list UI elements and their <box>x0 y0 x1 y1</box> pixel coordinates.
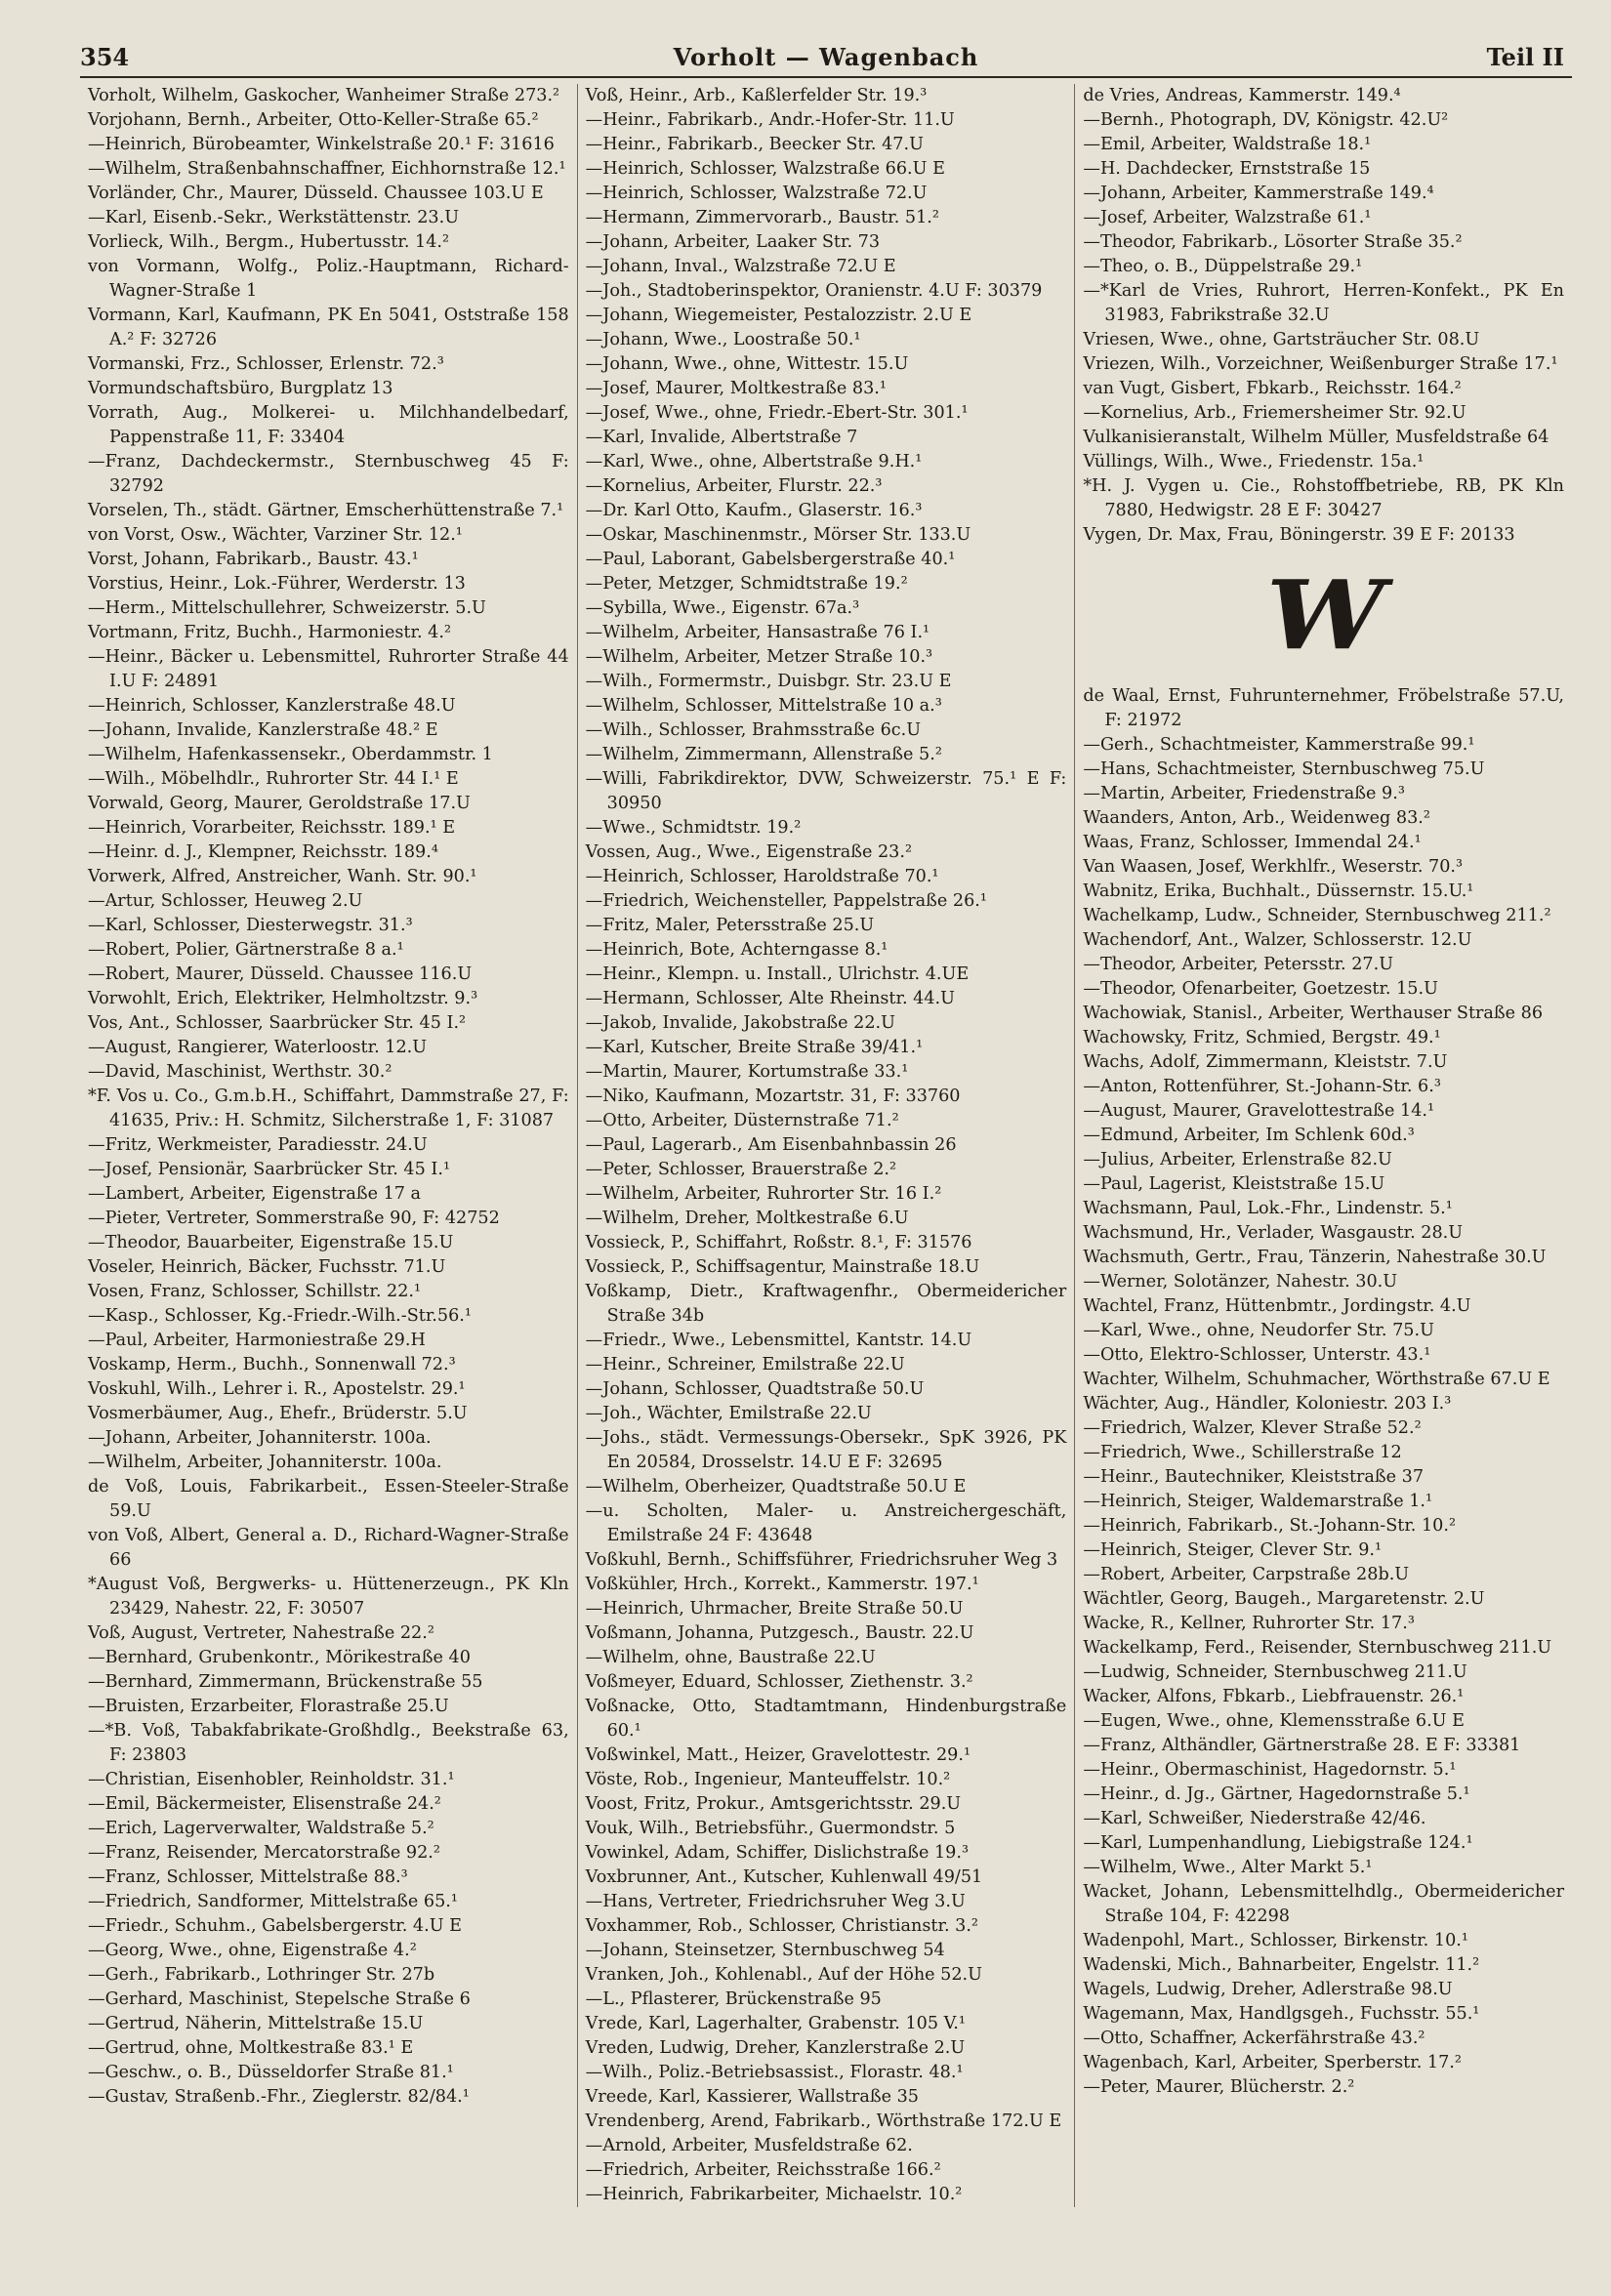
directory-entry: —Joh., Wächter, Emilstraße 22.U <box>585 1404 872 1423</box>
directory-entry: —Heinrich, Schlosser, Haroldstraße 70.¹ <box>585 867 939 886</box>
directory-column-3 <box>1074 84 1572 2207</box>
directory-entry: Vüllings, Wilh., Wwe., Friedenstr. 15a.¹ <box>1083 452 1425 472</box>
directory-entry: Voßmeyer, Eduard, Schlosser, Ziethenstr. 3.² <box>585 1672 973 1692</box>
directory-entry: —Wilh., Formermstr., Duisbgr. Str. 23.U E <box>585 672 952 691</box>
directory-entry: Voßwinkel, Matt., Heizer, Gravelottestr. 29.¹ <box>585 1745 971 1765</box>
directory-entry: —H. Dachdecker, Ernststraße 15 <box>1083 159 1371 179</box>
directory-entry: Voxhammer, Rob., Schlosser, Christianstr. 3.² <box>585 1916 978 1936</box>
directory-entry: —Emil, Arbeiter, Waldstraße 18.¹ <box>1083 135 1372 154</box>
directory-entry: —*B. Voß, Tabakfabrikate-Großhdlg., Beekstraße 63, F: 23803 <box>88 1721 569 1765</box>
directory-entry: von Vormann, Wolfg., Poliz.-Hauptmann, Richard-Wagner-Straße 1 <box>88 257 569 301</box>
directory-entry: —Wilhelm, Arbeiter, Metzer Straße 10.³ <box>585 647 933 667</box>
directory-entry: —Dr. Karl Otto, Kaufm., Glaserstr. 16.³ <box>585 501 923 520</box>
directory-entry: —Heinrich, Bürobeamter, Winkelstraße 20.¹ F: 31616 <box>88 135 555 154</box>
directory-entry: —Anton, Rottenführer, St.-Johann-Str. 6.³ <box>1083 1077 1441 1096</box>
directory-entry: —Peter, Maurer, Blücherstr. 2.² <box>1083 2077 1355 2097</box>
directory-entry: —u. Scholten, Maler- u. Anstreichergeschäft, Emilstraße 24 F: 43648 <box>585 1501 1067 1545</box>
directory-entry: Wadenski, Mich., Bahnarbeiter, Engelstr. 11.² <box>1083 1955 1480 1975</box>
directory-entry: —Johann, Wiegemeister, Pestalozzistr. 2.U E <box>585 306 972 325</box>
directory-entry: —Franz, Dachdeckermstr., Sternbuschweg 45 F: 32792 <box>88 452 569 496</box>
directory-entry: —Niko, Kaufmann, Mozartstr. 31, F: 33760 <box>585 1086 961 1106</box>
directory-entry: Vowinkel, Adam, Schiffer, Dislichstraße 19.³ <box>585 1843 970 1863</box>
directory-entry: Vorlieck, Wilh., Bergm., Hubertusstr. 14.² <box>88 232 450 252</box>
directory-entry: Vreede, Karl, Kassierer, Wallstraße 35 <box>585 2087 919 2107</box>
directory-entry: —Robert, Arbeiter, Carpstraße 28b.U <box>1083 1565 1410 1584</box>
directory-entry: —Johann, Arbeiter, Kammerstraße 149.⁴ <box>1083 184 1434 203</box>
directory-entry: de Vries, Andreas, Kammerstr. 149.⁴ <box>1083 86 1401 105</box>
directory-entry: Voßkamp, Dietr., Kraftwagenfhr., Obermeidericher Straße 34b <box>585 1282 1067 1326</box>
directory-entry: Voxbrunner, Ant., Kutscher, Kuhlenwall 49/51 <box>585 1867 983 1887</box>
directory-entry: —Jakob, Invalide, Jakobstraße 22.U <box>585 1013 895 1033</box>
directory-entry: —Emil, Bäckermeister, Elisenstraße 24.² <box>88 1794 441 1814</box>
directory-entry: —David, Maschinist, Werthstr. 30.² <box>88 1062 392 1082</box>
directory-entry: Vrede, Karl, Lagerhalter, Grabenstr. 105 V.¹ <box>585 2014 966 2033</box>
directory-entry: Voßmann, Johanna, Putzgesch., Baustr. 22.U <box>585 1623 974 1643</box>
directory-entry: Wachs, Adolf, Zimmermann, Kleiststr. 7.U <box>1083 1052 1448 1072</box>
directory-entry: Vormann, Karl, Kaufmann, PK En 5041, Oststraße 158 A.² F: 32726 <box>88 306 569 349</box>
directory-entry: —Otto, Schaffner, Ackerfährstraße 43.² <box>1083 2029 1425 2048</box>
directory-entry: Wachsmund, Hr., Verlader, Wasgaustr. 28.U <box>1083 1223 1464 1243</box>
directory-entry: —Fritz, Werkmeister, Paradiesstr. 24.U <box>88 1135 428 1155</box>
directory-entry: —Karl, Wwe., ohne, Neudorfer Str. 75.U <box>1083 1321 1434 1340</box>
directory-entry: —Peter, Metzger, Schmidtstraße 19.² <box>585 574 908 594</box>
directory-entry: —Friedr., Schuhm., Gabelsbergerstr. 4.U E <box>88 1916 462 1936</box>
directory-entry: Waas, Franz, Schlosser, Immendal 24.¹ <box>1083 833 1422 852</box>
directory-entry: Vortmann, Fritz, Buchh., Harmoniestr. 4.² <box>88 623 451 642</box>
directory-entry: —August, Rangierer, Waterloostr. 12.U <box>88 1038 428 1057</box>
directory-entry: —Otto, Elektro-Schlosser, Unterstr. 43.¹ <box>1083 1345 1431 1365</box>
directory-entry: —Heinrich, Schlosser, Walzstraße 72.U <box>585 184 928 203</box>
directory-entry: —Heinr., Bautechniker, Kleiststraße 37 <box>1083 1467 1425 1487</box>
directory-entry: de Waal, Ernst, Fuhrunternehmer, Fröbelstraße 57.U, F: 21972 <box>1083 686 1565 730</box>
directory-entry: —Kornelius, Arb., Friemersheimer Str. 92.U <box>1083 403 1466 423</box>
directory-entry: Vormundschaftsbüro, Burgplatz 13 <box>88 379 393 398</box>
directory-entry: —Wilhelm, Wwe., Alter Markt 5.¹ <box>1083 1858 1373 1877</box>
directory-entry: Vriesen, Wwe., ohne, Gartsträucher Str. 08.U <box>1083 330 1480 349</box>
directory-entry: Vorholt, Wilhelm, Gaskocher, Wanheimer Straße 273.² <box>88 86 560 105</box>
directory-entry: —Franz, Althändler, Gärtnerstraße 28. E F: 33381 <box>1083 1736 1521 1755</box>
directory-entry: —Gertrud, Näherin, Mittelstraße 15.U <box>88 2014 424 2033</box>
directory-entry: —Wilhelm, Oberheizer, Quadtstraße 50.U E <box>585 1477 967 1496</box>
page-number: 354 <box>80 43 130 71</box>
directory-entry: Vygen, Dr. Max, Frau, Böningerstr. 39 E F: 20133 <box>1083 525 1515 545</box>
directory-entry: —Karl, Kutscher, Breite Straße 39/41.¹ <box>585 1038 924 1057</box>
directory-entry: —Wilhelm, Arbeiter, Ruhrorter Str. 16 I.² <box>585 1184 942 1204</box>
directory-entry: Voskamp, Herm., Buchh., Sonnenwall 72.³ <box>88 1355 456 1374</box>
directory-entry: —Robert, Maurer, Düsseld. Chaussee 116.U <box>88 964 473 984</box>
directory-entry: —Geschw., o. B., Düsseldorfer Straße 81.¹ <box>88 2063 454 2082</box>
directory-entry: Voß, Heinr., Arb., Kaßlerfelder Str. 19.³ <box>585 86 928 105</box>
directory-entry: —Heinrich, Uhrmacher, Breite Straße 50.U <box>585 1599 964 1619</box>
directory-entry: —Bernhard, Grubenkontr., Mörikestraße 40 <box>88 1648 471 1667</box>
directory-entry: —Gertrud, ohne, Moltkestraße 83.¹ E <box>88 2038 414 2058</box>
directory-entry: Wächtler, Georg, Baugeh., Margaretenstr. 2.U <box>1083 1589 1485 1609</box>
directory-entry: —Wilhelm, Dreher, Moltkestraße 6.U <box>585 1209 909 1228</box>
directory-column-1 <box>80 84 577 2207</box>
directory-entry: —Karl, Schlosser, Diesterwegstr. 31.³ <box>88 916 413 935</box>
directory-entry: Vormanski, Frz., Schlosser, Erlenstr. 72.³ <box>88 354 444 374</box>
directory-entry: Vorselen, Th., städt. Gärtner, Emscherhüttenstraße 7.¹ <box>88 501 564 520</box>
directory-entry: —Josef, Wwe., ohne, Friedr.-Ebert-Str. 301.¹ <box>585 403 969 423</box>
directory-entry: Vorwerk, Alfred, Anstreicher, Wanh. Str. 90.¹ <box>88 867 477 886</box>
directory-column-2 <box>577 84 1075 2207</box>
directory-entry: —Karl, Schweißer, Niederstraße 42/46. <box>1083 1809 1426 1828</box>
directory-entry: —Bernhard, Zimmermann, Brückenstraße 55 <box>88 1672 483 1692</box>
directory-entry: Vossieck, P., Schiffsagentur, Mainstraße 18.U <box>585 1257 980 1277</box>
directory-entry: —Bruisten, Erzarbeiter, Florastraße 25.U <box>88 1697 449 1716</box>
directory-entry: —Wilhelm, Arbeiter, Johanniterstr. 100a. <box>88 1453 442 1472</box>
directory-entry: —Sybilla, Wwe., Eigenstr. 67a.³ <box>585 598 860 618</box>
directory-entry: Wabnitz, Erika, Buchhalt., Düssernstr. 15.U.¹ <box>1083 882 1474 901</box>
directory-entry: Vrendenberg, Arend, Fabrikarb., Wörthstraße 172.U E <box>585 2112 1062 2131</box>
directory-entry: —Friedrich, Arbeiter, Reichsstraße 166.² <box>585 2160 941 2180</box>
directory-entry: Wagenbach, Karl, Arbeiter, Sperberstr. 17.² <box>1083 2053 1462 2072</box>
directory-entry: —Wilh., Möbelhdlr., Ruhrorter Str. 44 I.¹ E <box>88 769 459 789</box>
directory-entry: Wachsmuth, Gertr., Frau, Tänzerin, Nahestraße 30.U <box>1083 1248 1547 1267</box>
directory-entry: —Karl, Invalide, Albertstraße 7 <box>585 428 858 447</box>
directory-entry: —Josef, Maurer, Moltkestraße 83.¹ <box>585 379 887 398</box>
directory-entry: —Heinr., Fabrikarb., Beecker Str. 47.U <box>585 135 924 154</box>
directory-entry: —Karl, Lumpenhandlung, Liebigstraße 124.¹ <box>1083 1833 1473 1853</box>
directory-entry: Voost, Fritz, Prokur., Amtsgerichtsstr. 29.U <box>585 1794 962 1814</box>
directory-entry: *August Voß, Bergwerks- u. Hüttenerzeugn., PK Kln 23429, Nahestr. 22, F: 30507 <box>88 1575 569 1619</box>
directory-entry: —Franz, Schlosser, Mittelstraße 88.³ <box>88 1867 408 1887</box>
directory-entry: Vorländer, Chr., Maurer, Düsseld. Chaussee 103.U E <box>88 184 544 203</box>
directory-entry: —Friedrich, Walzer, Klever Straße 52.² <box>1083 1418 1422 1438</box>
directory-entry: von Vorst, Osw., Wächter, Varziner Str. 12.¹ <box>88 525 463 545</box>
directory-entry: Voskuhl, Wilh., Lehrer i. R., Apostelstr. 29.¹ <box>88 1379 466 1399</box>
directory-entry: Wagels, Ludwig, Dreher, Adlerstraße 98.U <box>1083 1980 1453 1999</box>
directory-column-3-top <box>1083 84 1564 548</box>
directory-entry: —Arnold, Arbeiter, Musfeldstraße 62. <box>585 2136 913 2155</box>
directory-entry: Wachsmann, Paul, Lok.-Fhr., Lindenstr. 5.¹ <box>1083 1199 1453 1218</box>
directory-entry: —Friedr., Wwe., Lebensmittel, Kantstr. 14.U <box>585 1331 972 1350</box>
directory-entry: Wächter, Aug., Händler, Koloniestr. 203 I.³ <box>1083 1394 1452 1414</box>
directory-entry: —Johs., städt. Vermessungs-Obersekr., SpK 3926, PK En 20584, Drosselstr. 14.U E F: 32695 <box>585 1428 1067 1472</box>
directory-entry: Vulkanisieranstalt, Wilhelm Müller, Musfeldstraße 64 <box>1083 428 1549 447</box>
directory-entry: —Martin, Arbeiter, Friedenstraße 9.³ <box>1083 784 1405 803</box>
directory-entry: —Wilhelm, ohne, Baustraße 22.U <box>585 1648 876 1667</box>
directory-entry: —Joh., Stadtoberinspektor, Oranienstr. 4.U F: 30379 <box>585 281 1043 301</box>
directory-entry: Voßkuhl, Bernh., Schiffsführer, Friedrichsruher Weg 3 <box>585 1550 1058 1570</box>
directory-entry: Wachowiak, Stanisl., Arbeiter, Werthauser Straße 86 <box>1083 1004 1544 1023</box>
directory-entry: Wagemann, Max, Handlgsgeh., Fuchsstr. 55.¹ <box>1083 2004 1480 2024</box>
directory-entry: —Werner, Solotänzer, Nahestr. 30.U <box>1083 1272 1398 1292</box>
directory-entry: —Johann, Schlosser, Quadtstraße 50.U <box>585 1379 925 1399</box>
directory-entry: —Josef, Arbeiter, Walzstraße 61.¹ <box>1083 208 1372 227</box>
directory-entry: Wachtel, Franz, Hüttenbmtr., Jordingstr. 4.U <box>1083 1296 1471 1316</box>
directory-entry: —Martin, Maurer, Kortumstraße 33.¹ <box>585 1062 909 1082</box>
directory-entry: —Heinr., d. Jg., Gärtner, Hagedornstraße 5.¹ <box>1083 1784 1470 1804</box>
directory-entry: —Herm., Mittelschullehrer, Schweizerstr. 5.U <box>88 598 486 618</box>
page-header <box>80 39 1572 78</box>
directory-entry: —Robert, Polier, Gärtnerstraße 8 a.¹ <box>88 940 404 960</box>
directory-entry: —Heinr., Schreiner, Emilstraße 22.U <box>585 1355 905 1374</box>
directory-entry: —Otto, Arbeiter, Düsternstraße 71.² <box>585 1111 899 1130</box>
directory-entry: von Voß, Albert, General a. D., Richard-Wagner-Straße 66 <box>88 1526 569 1570</box>
directory-entry: Vossen, Aug., Wwe., Eigenstraße 23.² <box>585 842 913 862</box>
directory-entry: —Paul, Lagerarb., Am Eisenbahnbassin 26 <box>585 1135 957 1155</box>
directory-entry: —Gustav, Straßenb.-Fhr., Zieglerstr. 82/84.¹ <box>88 2087 470 2107</box>
directory-entry: Vriezen, Wilh., Vorzeichner, Weißenburger Straße 17.¹ <box>1083 354 1558 374</box>
directory-entry: —Artur, Schlosser, Heuweg 2.U <box>88 891 363 911</box>
directory-entry: —Peter, Schlosser, Brauerstraße 2.² <box>585 1160 897 1179</box>
directory-entry: —Wwe., Schmidtstr. 19.² <box>585 818 802 838</box>
directory-entry: Vöste, Rob., Ingenieur, Manteuffelstr. 10.² <box>585 1770 951 1789</box>
directory-entry: —Johann, Invalide, Kanzlerstraße 48.² E <box>88 720 438 740</box>
directory-entry: —Pieter, Vertreter, Sommerstraße 90, F: 42752 <box>88 1209 500 1228</box>
directory-entry: —Erich, Lagerverwalter, Waldstraße 5.² <box>88 1819 434 1838</box>
directory-entry: —Gerh., Schachtmeister, Kammerstraße 99.¹ <box>1083 735 1475 755</box>
directory-entry: —Theodor, Bauarbeiter, Eigenstraße 15.U <box>88 1233 454 1252</box>
directory-entry: —Lambert, Arbeiter, Eigenstraße 17 a <box>88 1184 422 1204</box>
directory-entry: —Edmund, Arbeiter, Im Schlenk 60d.³ <box>1083 1126 1415 1145</box>
directory-entry: —Wilhelm, Arbeiter, Hansastraße 76 I.¹ <box>585 623 930 642</box>
directory-entry: Voßkühler, Hrch., Korrekt., Kammerstr. 197.¹ <box>585 1575 979 1594</box>
directory-entry: —Theodor, Arbeiter, Petersstr. 27.U <box>1083 955 1394 974</box>
directory-entry: —Willi, Fabrikdirektor, DVW, Schweizerstr. 75.¹ E F: 30950 <box>585 769 1067 813</box>
directory-entry: —Wilh., Poliz.-Betriebsassist., Florastr. 48.¹ <box>585 2063 964 2082</box>
directory-entry: Waanders, Anton, Arb., Weidenweg 83.² <box>1083 808 1430 828</box>
directory-entry: —Johann, Wwe., Loostraße 50.¹ <box>585 330 861 349</box>
directory-entry: van Vugt, Gisbert, Fbkarb., Reichsstr. 164.² <box>1083 379 1462 398</box>
directory-entry: —Bernh., Photograph, DV, Königstr. 42.U² <box>1083 110 1449 130</box>
directory-entry: Van Waasen, Josef, Werkhlfr., Weserstr. 70.³ <box>1083 857 1464 877</box>
directory-entry: Wachter, Wilhelm, Schuhmacher, Wörthstraße 67.U E <box>1083 1370 1550 1389</box>
directory-entry: —Friedrich, Sandformer, Mittelstraße 65.¹ <box>88 1892 458 1911</box>
directory-entry: Voß, August, Vertreter, Nahestraße 22.² <box>88 1623 434 1643</box>
directory-entry: —Wilhelm, Schlosser, Mittelstraße 10 a.³ <box>585 696 942 716</box>
directory-entry: —Wilhelm, Hafenkassensekr., Oberdammstr. 1 <box>88 745 493 764</box>
directory-entry: —Friedrich, Wwe., Schillerstraße 12 <box>1083 1443 1402 1462</box>
directory-entry: —Paul, Lagerist, Kleiststraße 15.U <box>1083 1174 1385 1194</box>
directory-entry: —Johann, Steinsetzer, Sternbuschweg 54 <box>585 1941 945 1960</box>
directory-entry: Vorst, Johann, Fabrikarb., Baustr. 43.¹ <box>88 550 419 569</box>
directory-entry: —Paul, Arbeiter, Harmoniestraße 29.H <box>88 1331 426 1350</box>
directory-entry: —Eugen, Wwe., ohne, Klemensstraße 6.U E <box>1083 1711 1465 1731</box>
directory-entry: Vorwald, Georg, Maurer, Geroldstraße 17.U <box>88 794 471 813</box>
running-title: Vorholt — Wagenbach <box>673 43 979 71</box>
directory-entry: Wacker, Alfons, Fbkarb., Liebfrauenstr. 26.¹ <box>1083 1687 1465 1706</box>
directory-entry: —Wilh., Schlosser, Brahmsstraße 6c.U <box>585 720 922 740</box>
directory-entry: Vorstius, Heinr., Lok.-Führer, Werderstr. 13 <box>88 574 466 594</box>
directory-entry: —Hans, Schachtmeister, Sternbuschweg 75.U <box>1083 759 1485 779</box>
directory-entry: —Heinrich, Steiger, Clever Str. 9.¹ <box>1083 1540 1383 1560</box>
directory-entry: —Theodor, Ofenarbeiter, Goetzestr. 15.U <box>1083 979 1438 999</box>
directory-entry: —Kasp., Schlosser, Kg.-Friedr.-Wilh.-Str.56.¹ <box>88 1306 472 1326</box>
directory-entry: —Heinrich, Bote, Achterngasse 8.¹ <box>585 940 888 960</box>
directory-entry: —Hermann, Zimmervorarb., Baustr. 51.² <box>585 208 939 227</box>
directory-entry: —Ludwig, Schneider, Sternbuschweg 211.U <box>1083 1662 1467 1682</box>
directory-column-3-bottom <box>1083 684 1564 2100</box>
directory-entry: —Heinr., Klempn. u. Install., Ulrichstr. 4.UE <box>585 964 970 984</box>
directory-entry: —Georg, Wwe., ohne, Eigenstraße 4.² <box>88 1941 417 1960</box>
directory-entry: —Theo, o. B., Düppelstraße 29.¹ <box>1083 257 1363 276</box>
directory-entry: de Voß, Louis, Fabrikarbeit., Essen-Steeler-Straße 59.U <box>88 1477 569 1521</box>
directory-entry: —L., Pflasterer, Brückenstraße 95 <box>585 1989 882 2009</box>
directory-entry: —Heinrich, Fabrikarb., St.-Johann-Str. 10.² <box>1083 1516 1457 1536</box>
directory-entry: —Friedrich, Weichensteller, Pappelstraße 26.¹ <box>585 891 987 911</box>
directory-entry: Vosen, Franz, Schlosser, Schillstr. 22.¹ <box>88 1282 422 1301</box>
directory-entry: Wacke, R., Kellner, Ruhrorter Str. 17.³ <box>1083 1614 1415 1633</box>
directory-entry: —Karl, Wwe., ohne, Albertstraße 9.H.¹ <box>585 452 923 472</box>
directory-entry: —Johann, Arbeiter, Johanniterstr. 100a. <box>88 1428 432 1448</box>
directory-entry: Vreden, Ludwig, Dreher, Kanzlerstraße 2.U <box>585 2038 966 2058</box>
directory-entry: —*Karl de Vries, Ruhrort, Herren-Konfekt., PK En 31983, Fabrikstraße 32.U <box>1083 281 1565 325</box>
directory-entry: Wadenpohl, Mart., Schlosser, Birkenstr. 10.¹ <box>1083 1931 1468 1950</box>
directory-entry: —Kornelius, Arbeiter, Flurstr. 22.³ <box>585 476 883 496</box>
directory-entry: *F. Vos u. Co., G.m.b.H., Schiffahrt, Dammstraße 27, F: 41635, Priv.: H. Schmitz, Silcherstraße 1, F: 31087 <box>88 1086 569 1130</box>
directory-entry: —Christian, Eisenhobler, Reinholdstr. 31.¹ <box>88 1770 455 1789</box>
directory-entry: —Fritz, Maler, Petersstraße 25.U <box>585 916 875 935</box>
directory-entry: Voseler, Heinrich, Bäcker, Fuchsstr. 71.U <box>88 1257 446 1277</box>
directory-entry: —Gerhard, Maschinist, Stepelsche Straße 6 <box>88 1989 471 2009</box>
directory-entry: —Julius, Arbeiter, Erlenstraße 82.U <box>1083 1150 1392 1169</box>
directory-entry: Vosmerbäumer, Aug., Ehefr., Brüderstr. 5.U <box>88 1404 468 1423</box>
directory-entry: Vorrath, Aug., Molkerei- u. Milchhandelbedarf, Pappenstraße 11, F: 33404 <box>88 403 569 447</box>
section-letter: W <box>1266 560 1382 672</box>
directory-entry: —Johann, Arbeiter, Laaker Str. 73 <box>585 232 881 252</box>
directory-entry: Vorjohann, Bernh., Arbeiter, Otto-Keller-Straße 65.² <box>88 110 539 130</box>
directory-entry: —Gerh., Fabrikarb., Lothringer Str. 27b <box>88 1965 435 1985</box>
directory-entry: Wackelkamp, Ferd., Reisender, Sternbuschweg 211.U <box>1083 1638 1552 1658</box>
directory-entry: —Heinr., Fabrikarb., Andr.-Hofer-Str. 11.U <box>585 110 955 130</box>
directory-entry: Vossieck, P., Schiffahrt, Roßstr. 8.¹, F: 31576 <box>585 1233 972 1252</box>
directory-entry: Vos, Ant., Schlosser, Saarbrücker Str. 45 I.² <box>88 1013 467 1033</box>
directory-entry: —Heinrich, Schlosser, Kanzlerstraße 48.U <box>88 696 456 716</box>
directory-entry: Wacket, Johann, Lebensmittelhdlg., Obermeidericher Straße 104, F: 42298 <box>1083 1882 1565 1926</box>
directory-entry: —Oskar, Maschinenmstr., Mörser Str. 133.U <box>585 525 971 545</box>
directory-entry: —Wilhelm, Straßenbahnschaffner, Eichhornstraße 12.¹ <box>88 159 566 179</box>
directory-entry: —Heinr. d. J., Klempner, Reichsstr. 189.⁴ <box>88 842 438 862</box>
directory-entry: —Josef, Pensionär, Saarbrücker Str. 45 I.¹ <box>88 1160 451 1179</box>
directory-entry: —Heinr., Obermaschinist, Hagedornstr. 5.¹ <box>1083 1760 1457 1780</box>
directory-entry: Wachelkamp, Ludw., Schneider, Sternbuschweg 211.² <box>1083 906 1551 925</box>
directory-entry: Voßnacke, Otto, Stadtamtmann, Hindenburgstraße 60.¹ <box>585 1697 1067 1741</box>
directory-entry: Vranken, Joh., Kohlenabl., Auf der Höhe 52.U <box>585 1965 982 1985</box>
directory-entry: Vorwohlt, Erich, Elektriker, Helmholtzstr. 9.³ <box>88 989 478 1008</box>
directory-entry: —Theodor, Fabrikarb., Lösorter Straße 35.² <box>1083 232 1463 252</box>
directory-entry: Vouk, Wilh., Betriebsführ., Guermondstr. 5 <box>585 1819 956 1838</box>
directory-entry: —Heinrich, Schlosser, Walzstraße 66.U E <box>585 159 945 179</box>
directory-entry: —Franz, Reisender, Mercatorstraße 92.² <box>88 1843 440 1863</box>
directory-entry: —Heinrich, Fabrikarbeiter, Michaelstr. 10.² <box>585 2185 963 2204</box>
directory-entry: Wachendorf, Ant., Walzer, Schlosserstr. 12.U <box>1083 930 1472 950</box>
directory-entry: —Johann, Wwe., ohne, Wittestr. 15.U <box>585 354 909 374</box>
directory-entry: *H. J. Vygen u. Cie., Rohstoffbetriebe, RB, PK Kln 7880, Hedwigstr. 28 E F: 30427 <box>1083 476 1565 520</box>
directory-entry: —Paul, Laborant, Gabelsbergerstraße 40.¹ <box>585 550 956 569</box>
directory-entry: —Hermann, Schlosser, Alte Rheinstr. 44.U <box>585 989 955 1008</box>
directory-entry: —Hans, Vertreter, Friedrichsruher Weg 3.U <box>585 1892 966 1911</box>
directory-entry: —Heinrich, Steiger, Waldemarstraße 1.¹ <box>1083 1492 1433 1511</box>
directory-columns <box>80 84 1572 2207</box>
directory-entry: —Heinr., Bäcker u. Lebensmittel, Ruhrorter Straße 44 I.U F: 24891 <box>88 647 569 691</box>
directory-entry: Wachowsky, Fritz, Schmied, Bergstr. 49.¹ <box>1083 1028 1441 1047</box>
section-label: Teil II <box>1486 43 1564 71</box>
directory-entry: —Heinrich, Vorarbeiter, Reichsstr. 189.¹ E <box>88 818 456 838</box>
directory-entry: —Karl, Eisenb.-Sekr., Werkstättenstr. 23.U <box>88 208 460 227</box>
directory-entry: —August, Maurer, Gravelottestraße 14.¹ <box>1083 1101 1435 1121</box>
directory-entry: —Wilhelm, Zimmermann, Allenstraße 5.² <box>585 745 942 764</box>
directory-entry: —Johann, Inval., Walzstraße 72.U E <box>585 257 896 276</box>
